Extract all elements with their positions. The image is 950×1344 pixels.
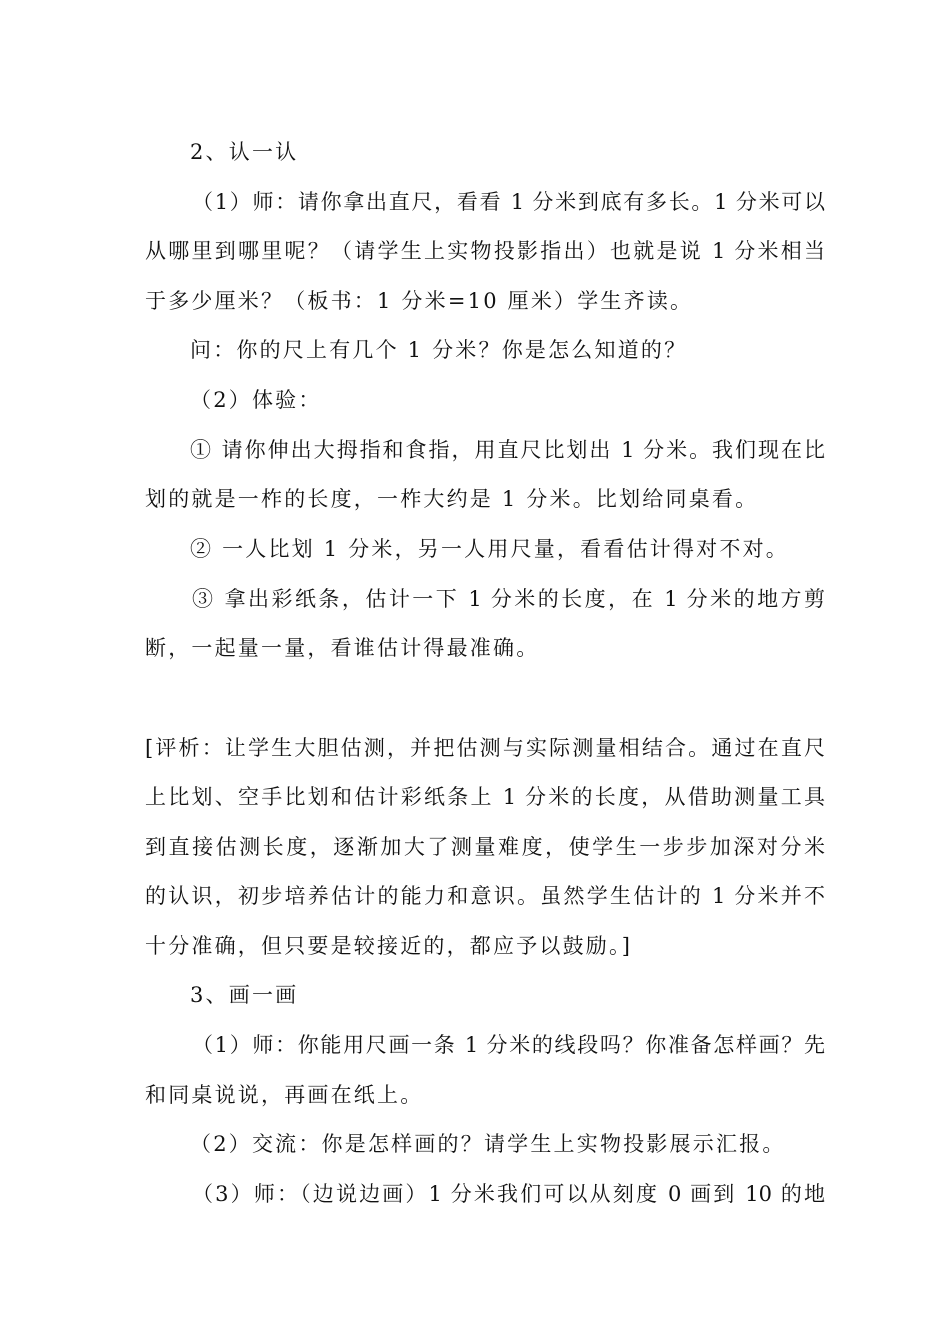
paragraph-line: 和同桌说说，再画在纸上。 — [145, 1083, 424, 1107]
commentary-line: 上比划、空手比划和估计彩纸条上 1 分米的长度，从借助测量工具 — [145, 785, 825, 809]
paragraph-line: ① 请你伸出大拇指和食指，用直尺比划出 1 分米。我们现在比 — [190, 438, 825, 462]
paragraph-line: （1）师：请你拿出直尺，看看 1 分米到底有多长。1 分米可以 — [192, 190, 825, 214]
paragraph-line: ② 一人比划 1 分米，另一人用尺量，看看估计得对不对。 — [190, 537, 789, 561]
commentary-line: [评析：让学生大胆估测，并把估测与实际测量相结合。通过在直尺 — [145, 736, 825, 760]
paragraph-line: 于多少厘米？（板书：1 分米=10 厘米）学生齐读。 — [145, 289, 694, 313]
section-heading-draw: 3、画一画 — [190, 983, 299, 1007]
paragraph-line: 断，一起量一量，看谁估计得最准确。 — [145, 636, 540, 660]
commentary-line: 的认识，初步培养估计的能力和意识。虽然学生估计的 1 分米并不 — [145, 884, 825, 908]
paragraph-line: 划的就是一柞的长度，一柞大约是 1 分米。比划给同桌看。 — [145, 487, 759, 511]
paragraph-line: （2）交流：你是怎样画的？请学生上实物投影展示汇报。 — [190, 1132, 786, 1156]
commentary-line: 到直接估测长度，逐渐加大了测量难度，使学生一步步加深对分米 — [145, 835, 825, 859]
paragraph-line: （3）师：（边说边画）1 分米我们可以从刻度 0 画到 10 的地 — [192, 1182, 825, 1206]
paragraph-line: 问：你的尺上有几个 1 分米？你是怎么知道的？ — [190, 338, 688, 362]
paragraph-line: ③ 拿出彩纸条，估计一下 1 分米的长度，在 1 分米的地方剪 — [192, 587, 825, 611]
paragraph-line: 从哪里到哪里呢？（请学生上实物投影指出）也就是说 1 分米相当 — [145, 239, 825, 263]
section-heading-recognize: 2、认一认 — [190, 140, 299, 164]
paragraph-line: （1）师：你能用尺画一条 1 分米的线段吗？你准备怎样画？先 — [192, 1033, 825, 1057]
commentary-line: 十分准确，但只要是较接近的，都应予以鼓励。] — [145, 934, 633, 958]
subsection-heading-experience: （2）体验： — [190, 388, 322, 412]
